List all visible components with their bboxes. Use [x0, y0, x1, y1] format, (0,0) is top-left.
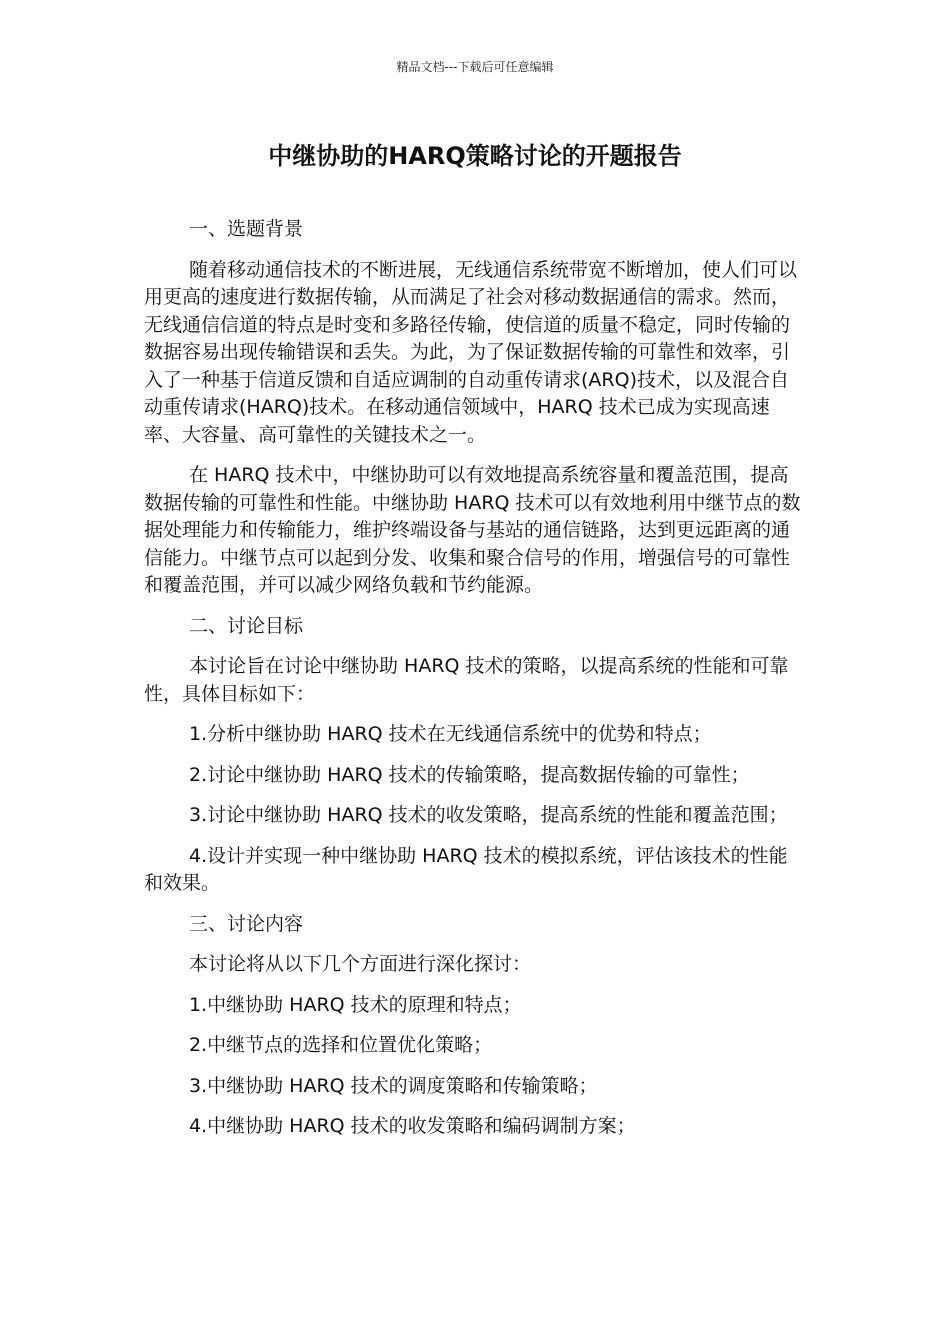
- goal-item-4: 4.设计并实现一种中继协助 HARQ 技术的模拟系统，评估该技术的性能和效果。: [144, 844, 788, 894]
- paragraph-background-2: 在 HARQ 技术中，中继协助可以有效地提高系统容量和覆盖范围，提高数据传输的可靠性和性能。中继协助 HARQ 技术可以有效地利用中继节点的数据处理能力和传输能力，维护终端设备与基站的通信链路，达到更远距离的通信能力。中继节点可以起到分发、收集和聚合信号的作用，增强信号的可靠性和覆盖范围，并可以减少网络负载和节约能源。: [144, 464, 801, 596]
- content-item-2: 2.中继节点的选择和位置优化策略；: [189, 1034, 493, 1056]
- goal-item-1: 1.分析中继协助 HARQ 技术在无线通信系统中的优势和特点；: [189, 723, 712, 745]
- goal-item-2: 2.讨论中继协助 HARQ 技术的传输策略，提高数据传输的可靠性；: [189, 763, 750, 786]
- content-item-4: 4.中继协助 HARQ 技术的收发策略和编码调制方案；: [189, 1115, 636, 1137]
- goal-item-3: 3.讨论中继协助 HARQ 技术的收发策略，提高系统的性能和覆盖范围；: [189, 804, 788, 826]
- paragraph-content-intro: 本讨论将从以下几个方面进行深化探讨：: [189, 953, 532, 975]
- content-item-3: 3.中继协助 HARQ 技术的调度策略和传输策略；: [189, 1074, 598, 1097]
- document-title: 中继协助的HARQ策略讨论的开题报告: [268, 142, 682, 170]
- paragraph-background-1: 随着移动通信技术的不断进展，无线通信系统带宽不断增加，使人们可以用更高的速度进行数据传输，从而满足了社会对移动数据通信的需求。然而，无线通信信道的特点是时变和多路径传输，使信道的质量不稳定，同时传输的数据容易出现传输错误和丢失。为此，为了保证数据传输的可靠性和效率，引入了一种基于信道反馈和自适应调制的自动重传请求(ARQ)技术，以及混合自动重传请求(HARQ)技术。在移动通信领域中，HARQ 技术已成为实现高速率、大容量、高可靠性的关键技术之一。: [144, 258, 798, 446]
- section-heading-background: 一、选题背景: [189, 218, 304, 240]
- page-header: 精品文档---下载后可任意编辑: [396, 60, 554, 74]
- content-item-1: 1.中继协助 HARQ 技术的原理和特点；: [189, 993, 522, 1016]
- section-heading-content: 三、讨论内容: [189, 912, 304, 935]
- paragraph-goals-intro: 本讨论旨在讨论中继协助 HARQ 技术的策略，以提高系统的性能和可靠性，具体目标如下：: [144, 655, 789, 705]
- section-heading-goals: 二、讨论目标: [189, 614, 304, 637]
- document-body: [144, 216, 806, 1154]
